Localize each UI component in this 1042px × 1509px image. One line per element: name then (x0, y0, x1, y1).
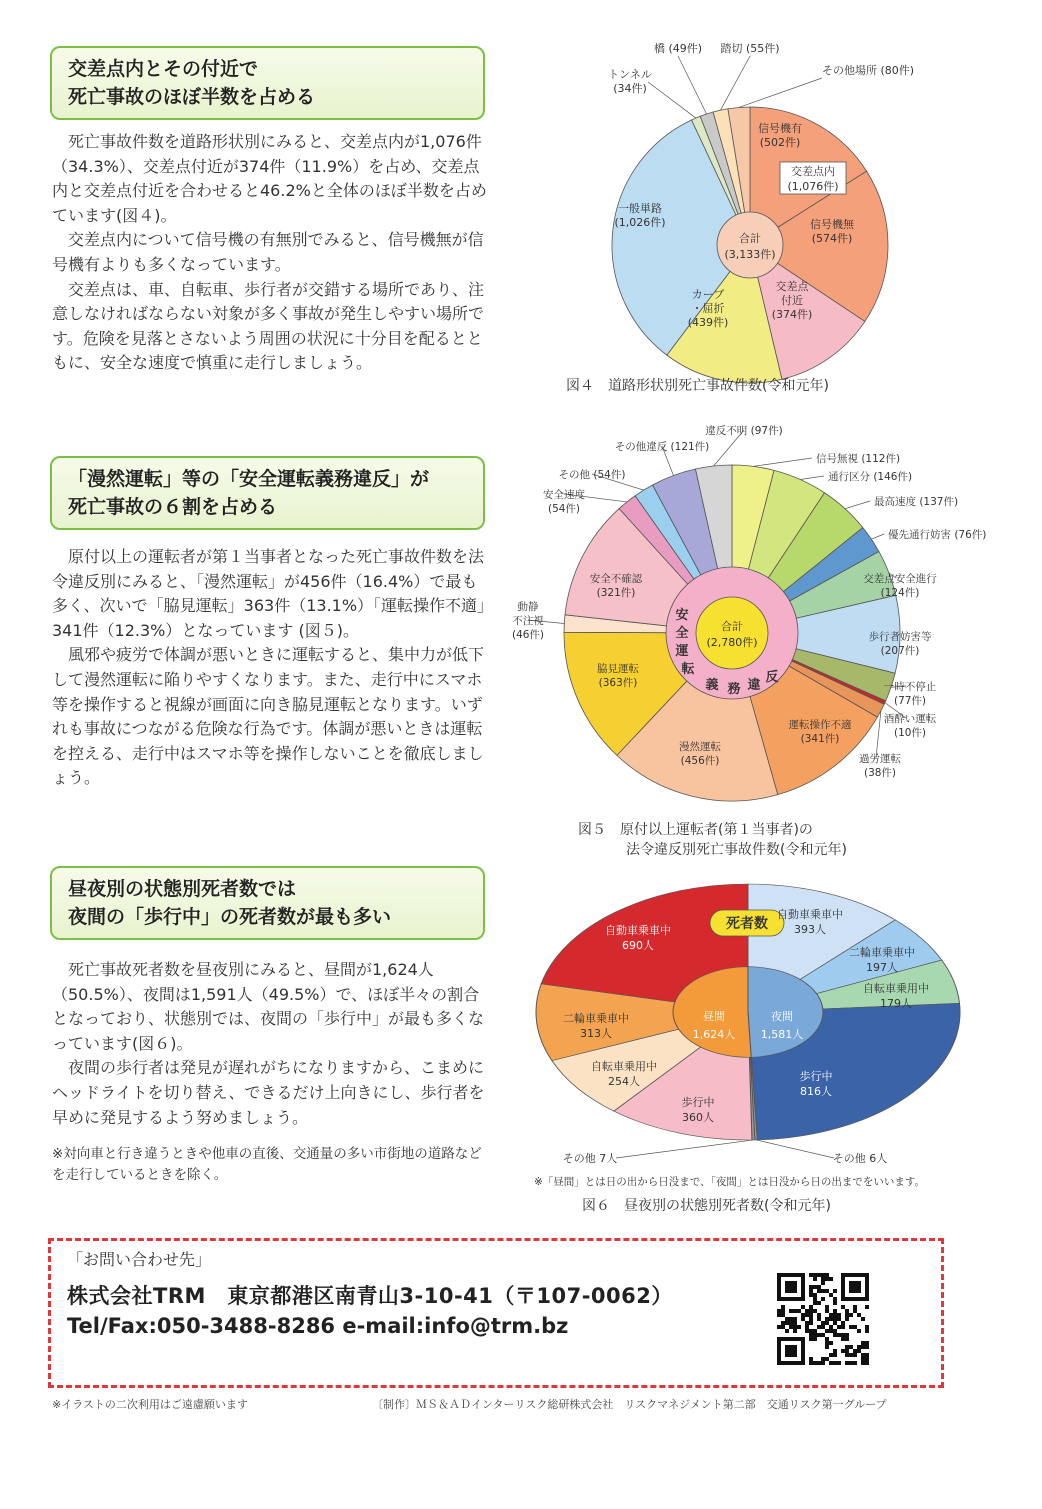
fig4-subgroup-value: (1,076件) (787, 180, 839, 193)
section2-paragraph: 風邪や疲労で体調が悪いときに運転すると、集中力が低下して漫然運転に陥りやすくなります。また、走行中にスマホ等を操作すると視線が画面に向き脇見運転となります。いずれも事故につながる危険な行為です。体調が悪いときは運転を控える、走行中はスマホ等を操作しないことを徹底しましょう。 (52, 645, 485, 788)
fig4-slice-label: カーブ (691, 288, 725, 301)
fig5-slice-label: 動静 (517, 601, 539, 613)
fig4-subgroup-label: 交差点内 (791, 165, 835, 178)
fig5-leader-line (800, 476, 824, 479)
fig5-slice-label: 漫然運転 (679, 741, 721, 753)
contact-box (48, 1238, 944, 1388)
fig5-slice-label: 一時不停止 (883, 681, 937, 693)
fig5-ring-char: 反 (765, 670, 779, 685)
section3-paragraph: 夜間の歩行者は発見が遅れがちになりますから、こまめにヘッドライトを切り替え、できるだけ上向きにし、歩行者を早めに発見するよう努めましょう。 (52, 1058, 485, 1127)
fig5-slice-label: 安全速度 (543, 489, 585, 501)
section1-paragraph: 交差点内について信号機の有無別でみると、信号機無が信号機有よりも多くなっています。 (52, 230, 484, 274)
fig5-caption (578, 820, 847, 860)
fig4-slice-label: 付近 (781, 294, 803, 307)
fig6-slice-value: 393人 (794, 923, 826, 936)
fig6-slice-label: 二輪車乗車中 (563, 1012, 629, 1025)
contact-phone-email[interactable]: Tel/Fax:050-3488-8286 e-mail:info@trm.bz (67, 1314, 569, 1338)
fig5-chart (500, 420, 1000, 800)
fig6-svg (520, 872, 980, 1172)
section3-title-box (50, 866, 485, 940)
fig5-slice-label: 歩行者妨害等 (868, 631, 932, 643)
fig5-leader-line (845, 501, 870, 509)
fig4-outer-label: その他場所 (80件) (822, 64, 915, 77)
section2-body (52, 545, 492, 791)
fig4-slice-value: (1,026件) (614, 216, 666, 229)
fig5-ring-char: 運 (675, 644, 689, 659)
fig6-group-value: 1,624人 (692, 1028, 736, 1041)
fig6-slice-label: 自動車乗車中 (605, 924, 671, 937)
section3-title-line2: 夜間の「歩行中」の死者数が最も多い (68, 906, 392, 928)
fig4-center-value: (3,133件) (724, 248, 776, 261)
fig5-slice-label: 通行区分 (146件) (828, 471, 913, 483)
fig4-slice-label: ・屈折 (691, 302, 725, 315)
fig6-leader-line (756, 1140, 834, 1158)
footer-left-note: ※イラストの二次利用はご遠慮願います (52, 1398, 248, 1411)
fig5-slice-value: (124件) (880, 587, 920, 599)
footer-credit: 〔制作〕ＭＳ＆ＡＤインターリスク総研株式会社 リスクマネジメント第二部 交通リスク第一グループ (372, 1398, 887, 1411)
fig5-slice-value: (54件) (547, 503, 581, 515)
fig5-caption-line2: 法令違反別死亡事故件数(令和元年) (626, 842, 847, 858)
fig5-slice-value: (38件) (863, 767, 897, 779)
fig4-leader-line (739, 78, 822, 107)
fig5-slice-label: 酒酔い運転 (883, 713, 937, 725)
fig5-slice-label: 脇見運転 (597, 663, 639, 675)
fig4-outer-label: 橋 (49件) (653, 42, 703, 55)
fig4-chart (560, 40, 940, 370)
section1-title-line2: 死亡事故のほぼ半数を占める (68, 86, 316, 108)
section2-paragraph: 原付以上の運転者が第１当事者となった死亡事故件数を法令違反別にみると、「漫然運転」が456件（16.4%）で最も多く、次いで「脇見運転」363件（13.1%）「運転操作不適」341件（12.3%）となっています (図５)。 (52, 547, 486, 640)
section2-title-line2: 死亡事故の６割を占める (68, 496, 278, 518)
fig5-ring-char: 全 (675, 626, 689, 641)
fig5-center-label: 合計 (721, 620, 743, 633)
fig5-slice-value: (456件) (680, 755, 720, 767)
fig4-slice-label: 信号機無 (810, 218, 854, 231)
fig6-slice-label: その他 6人 (832, 1152, 888, 1165)
fig4-leader-line (678, 56, 707, 114)
fig6-slice-label: 歩行中 (681, 1096, 715, 1109)
fig5-slice-label: 優先通行妨害 (76件) (888, 529, 987, 541)
section1-paragraph: 死亡事故件数を道路形状別にみると、交差点内が1,076件（34.3%）、交差点付近が374件（11.9%）を占め、交差点内と交差点付近を合わせると46.2%と全体のほぼ半数を占めています(図４)。 (52, 132, 487, 225)
fig6-group-label: 昼間 (703, 1010, 725, 1023)
fig5-slice-value: (46件) (511, 629, 545, 641)
section1-title-box (50, 46, 485, 120)
fig6-leader-line (616, 1140, 753, 1158)
fig6-slice-value: 816人 (800, 1085, 832, 1098)
fig5-slice-value: (363件) (598, 677, 638, 689)
fig4-center-label: 合計 (739, 232, 761, 245)
section3-paragraph: 死亡事故死者数を昼夜別にみると、昼間が1,624人（50.5%）、夜間は1,591人（49.5%）で、ほぼ半々の割合となっており、状態別では、夜間の「歩行中」が最も多くなっています(図６)。 (52, 960, 485, 1053)
fig5-slice-label: 違反不明 (97件) (705, 425, 783, 437)
fig5-caption-line1: 図５ 原付以上運転者(第１当事者)の (578, 822, 813, 838)
fig5-slice-label: その他 (54件) (558, 469, 626, 481)
fig5-ring-char: 義 (705, 678, 719, 693)
fig5-center-circle (696, 597, 768, 669)
fig4-slice-value: (439件) (687, 316, 729, 329)
section3-footnote: ※対向車と行き違うときや他車の直後、交通量の多い市街地の道路などを走行しているときを除く。 (52, 1146, 482, 1183)
section2-title-line1: 「漫然運転」等の「安全運転義務違反」が (68, 468, 430, 490)
qr-code-icon[interactable] (777, 1273, 869, 1365)
fig4-slice-label: 交差点 (775, 280, 809, 293)
fig6-note: ※「昼間」とは日の出から日没まで、「夜間」とは日没から日の出までをいいます。 (534, 1176, 925, 1188)
fig4-svg (560, 40, 940, 370)
fig5-slice-label: 運転操作不適 (788, 719, 852, 731)
fig5-slice-label: 信号無視 (112件) (816, 453, 901, 465)
fig6-slice-value: 197人 (866, 961, 898, 974)
section1-title-line1: 交差点内とその付近で (68, 58, 259, 80)
fig4-outer-label: 踏切 (55件) (720, 42, 780, 55)
fig5-slice-value: (321件) (596, 587, 636, 599)
fig4-leader-line (720, 56, 750, 110)
fig5-slice-value: (341件) (800, 733, 840, 745)
fig5-ring-char: 安 (675, 608, 689, 623)
fig6-slice-label: その他 7人 (562, 1152, 618, 1165)
contact-company-address: 株式会社TRM 東京都港区南青山3-10-41（〒107-0062） (67, 1284, 673, 1308)
fig5-slice-label: 安全不確認 (589, 573, 643, 585)
fig6-slice-value: 179人 (880, 997, 912, 1010)
fig5-ring-char: 務 (727, 682, 741, 697)
fig6-group-value: 1,581人 (760, 1028, 804, 1041)
fig6-slice-label: 自転車乗用中 (863, 982, 929, 995)
fig5-slice-value: (207件) (880, 645, 920, 657)
section3-body (52, 958, 492, 1130)
fig5-ring-char: 転 (681, 662, 695, 677)
fig5-slice-label: 不注視 (512, 615, 544, 627)
fig6-slice-value: 690人 (622, 939, 654, 952)
fig4-slice-value: (374件) (771, 308, 813, 321)
fig4-outer-label: トンネル (608, 68, 652, 81)
fig5-center-value: (2,780件) (706, 636, 758, 649)
fig5-ring-char: 違 (747, 678, 761, 693)
fig5-slice-value: (77件) (893, 695, 927, 707)
fig6-slice-label: 歩行中 (799, 1070, 833, 1083)
fig5-leader-line (871, 534, 884, 539)
fig5-slice-label: 過労運転 (859, 753, 901, 765)
fig6-slice-label: 自動車乗車中 (777, 908, 843, 921)
contact-label: 「お問い合わせ先」 (67, 1250, 212, 1269)
fig4-slice-value: (502件) (759, 136, 801, 149)
fig5-slice-label: 最高速度 (137件) (874, 496, 959, 508)
fig5-slice-label: 交差点安全進行 (863, 573, 937, 585)
fig4-outer-value: (34件) (613, 82, 647, 95)
fig6-slice-value: 360人 (682, 1111, 714, 1124)
fig6-caption: 図６ 昼夜別の状態別死者数(令和元年) (582, 1198, 831, 1214)
fig6-center-label: 死者数 (726, 916, 768, 932)
section2-title-box (50, 456, 485, 530)
fig4-center-circle (717, 212, 783, 278)
fig6-slice-label: 自転車乗用中 (591, 1060, 657, 1073)
fig4-leader-line (648, 82, 696, 118)
fig6-chart (520, 872, 980, 1172)
section1-body (52, 130, 492, 376)
fig6-slice-label: 二輪車乗車中 (849, 946, 915, 959)
fig4-slice-label: 一般単路 (618, 202, 662, 215)
fig5-leader-line (753, 458, 812, 466)
fig5-slice-value: (10件) (893, 727, 927, 739)
fig6-slice-value: 313人 (580, 1027, 612, 1040)
section1-paragraph: 交差点は、車、自転車、歩行者が交錯する場所であり、注意しなければならない対象が多く事故が発生しやすい場所です。危険を見落とさないよう周囲の状況に十分目を配るとともに、安全な速度で慎重に走行しましょう。 (52, 279, 485, 373)
fig4-slice-value: (574件) (811, 232, 853, 245)
section3-title-line1: 昼夜別の状態別死者数では (68, 878, 297, 900)
fig5-svg (500, 420, 1000, 800)
fig6-group-label: 夜間 (771, 1010, 793, 1023)
fig5-slice-label: その他違反 (121件) (614, 441, 710, 453)
fig4-caption: 図４ 道路形状別死亡事故件数(令和元年) (566, 378, 829, 394)
fig4-slice-label: 信号機有 (758, 122, 802, 135)
fig6-slice-value: 254人 (608, 1075, 640, 1088)
